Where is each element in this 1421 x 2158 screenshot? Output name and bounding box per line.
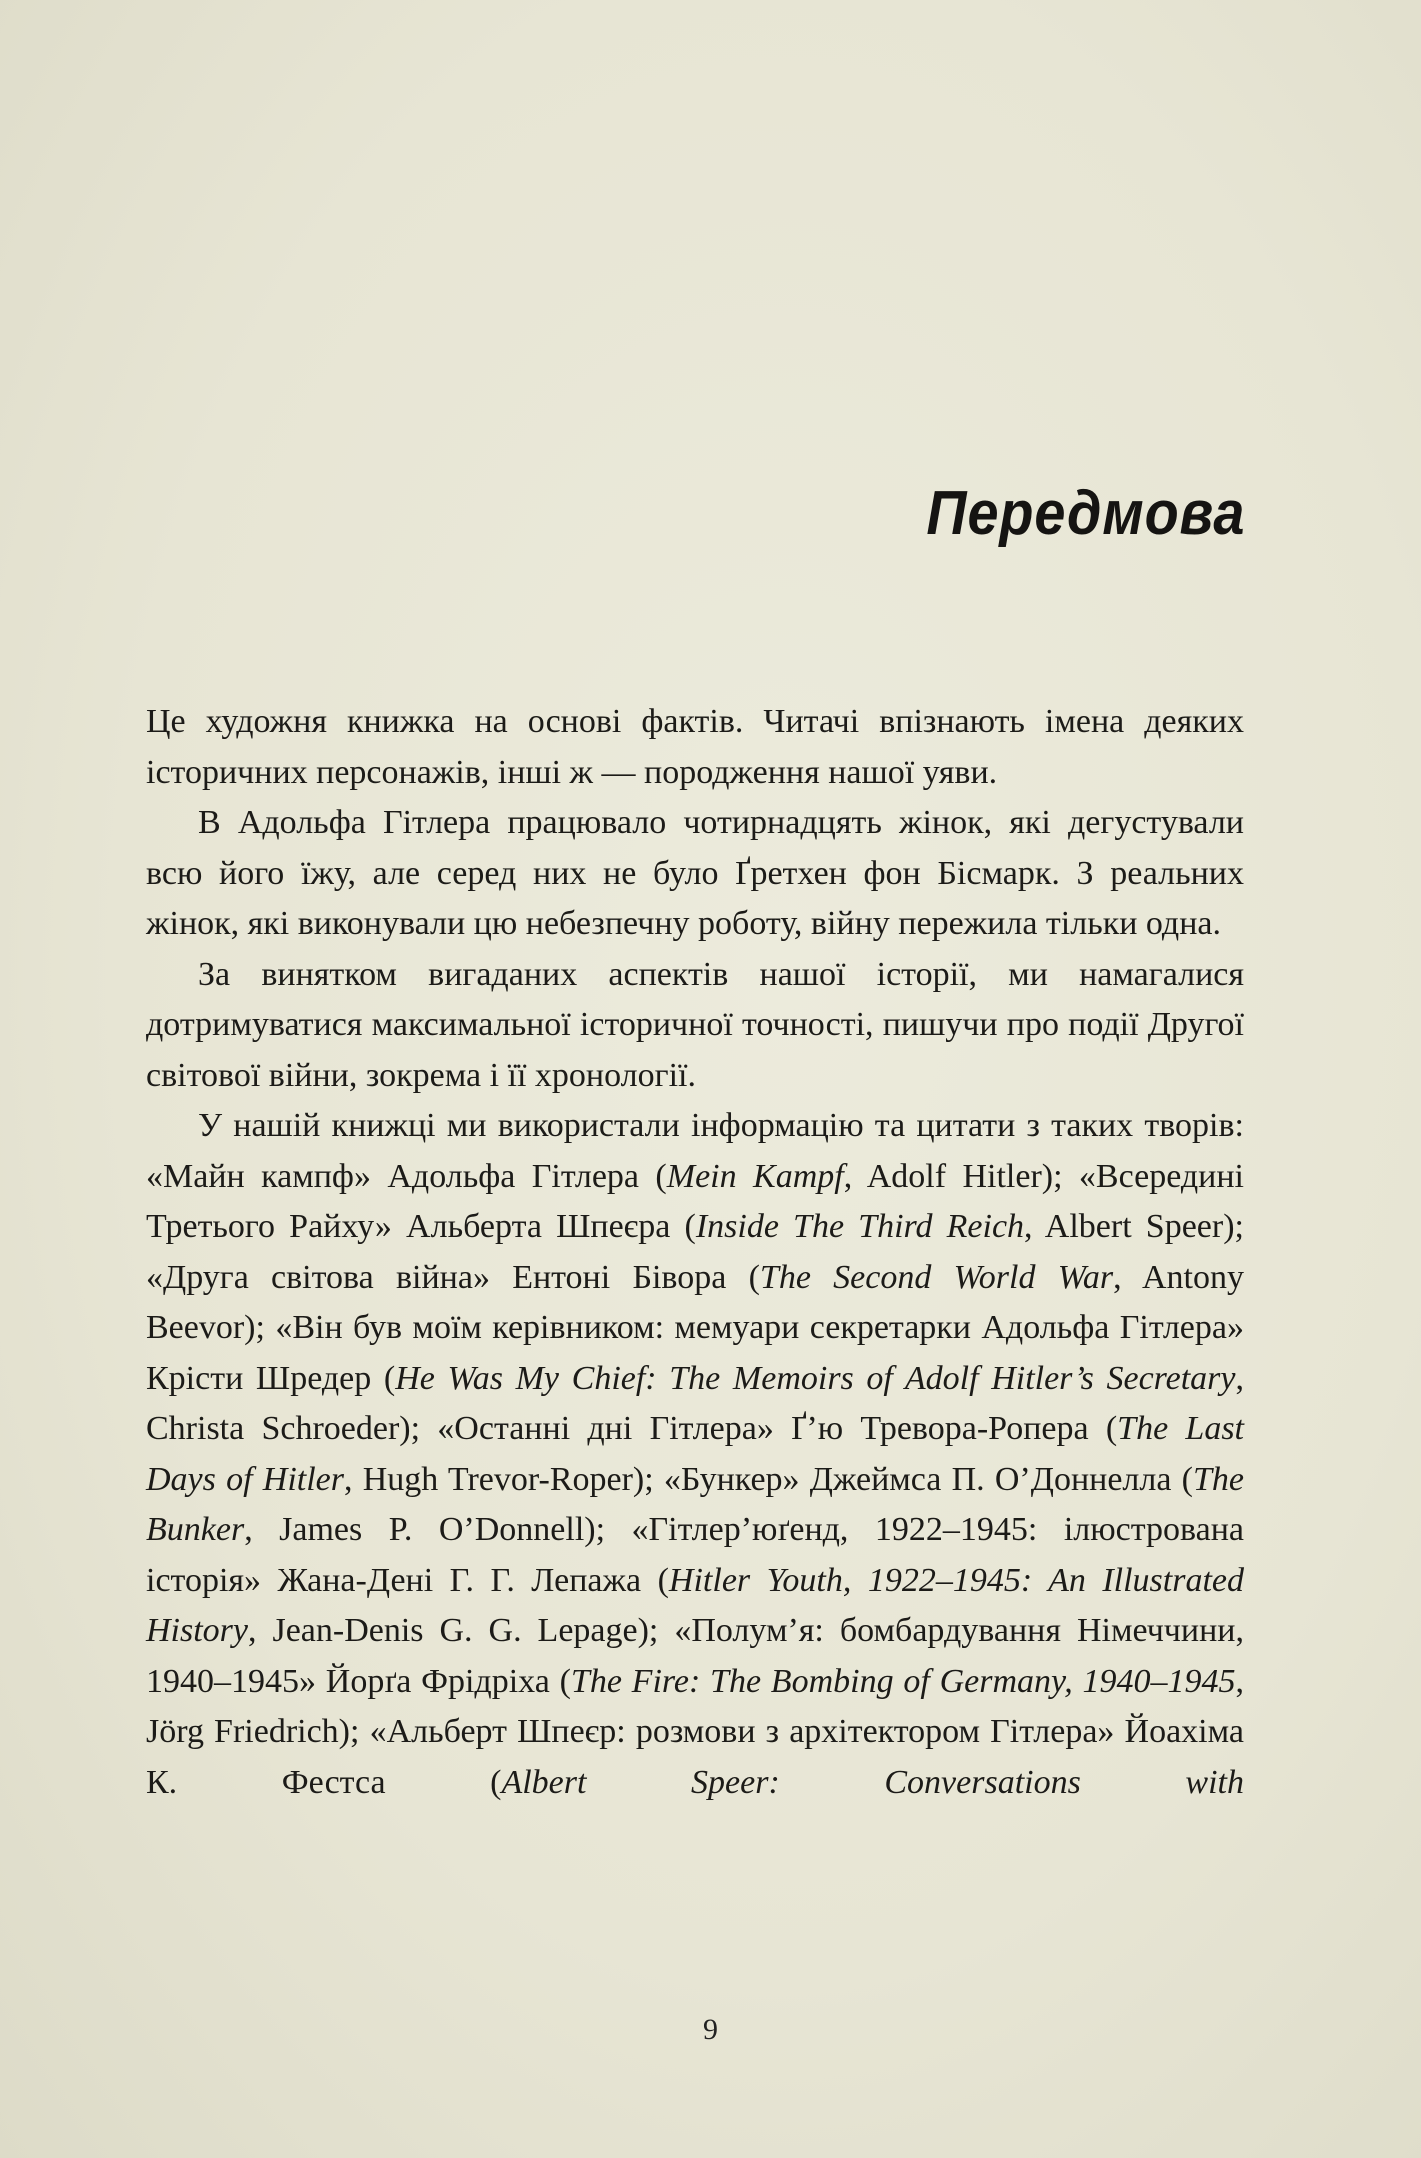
body-text <box>146 697 1244 1808</box>
chapter-heading: Передмова <box>926 479 1245 548</box>
p4-title-last-days: The Last Days of Hitler <box>146 1410 1245 1498</box>
p4-title-hitler-youth: Hitler Youth, 1922–1945: An Illustrated History <box>146 1561 1244 1649</box>
p4-seg: , Christa Schroeder); «Останні дні Гітлера» Ґ’ю Тревора-Ропера ( <box>146 1359 1244 1447</box>
p4-seg: , James P. O’Donnell); «Гітлер’юґенд, 1922–1945: ілюстрована історія» Жана-Дені Г. Г. Лепажа ( <box>146 1511 1244 1599</box>
p4-seg: , Antony Beevor); «Він був моїм керівником: мемуари секретарки Адольфа Гітлера» Крісти Шредер ( <box>146 1258 1245 1397</box>
p4-title-second-world-war: The Second World War <box>759 1258 1114 1296</box>
p4-seg: , Jörg Friedrich); «Альберт Шпеєр: розмови з архітектором Гітлера» Йоахіма К. Фестса ( <box>146 1662 1244 1801</box>
paragraph-2: В Адольфа Гітлера працювало чотирнадцять жінок, які дегустували всю його їжу, але серед них не було Ґретхен фон Бісмарк. З реальних жінок, які виконували цю небезпечну роботу, війну пережила тільки одна. <box>146 804 1244 942</box>
p4-seg: , Albert Speer); «Друга світова війна» Ентоні Бівора ( <box>146 1208 1244 1296</box>
paragraph-3: За винятком вигаданих аспектів нашої історії, ми намагалися дотримуватися максимальної історичної точності, пишучи про події Другої світової війни, зокрема і її хронології. <box>146 955 1244 1094</box>
p4-title-the-fire: The Fire: The Bombing of Germany, 1940–1945 <box>570 1662 1236 1700</box>
p4-title-bunker: The Bunker <box>146 1460 1244 1548</box>
paragraph-1: Це художня книжка на основі фактів. Читачі впізнають імена деяких історичних персонажів, інші ж — породження нашої уяви. <box>146 703 1244 791</box>
p4-title-inside-third-reich: Inside The Third Reich <box>695 1208 1025 1245</box>
p4-title-mein-kampf: Mein Kampf <box>666 1157 844 1195</box>
p4-seg: , Hugh Trevor-Roper); «Бункер» Джеймса П. О’Доннелла ( <box>343 1460 1193 1498</box>
p4-title-he-was-my-chief: He Was My Chief: The Memoirs of Adolf Hitler’s Secretary <box>395 1359 1236 1397</box>
paragraph-4 <box>146 1101 1244 1808</box>
p4-title-albert-speer: Albert Speer: Conversations with <box>501 1763 1244 1801</box>
p4-seg: , Adolf Hitler); «Всередині Третього Райху» Альберта Шпеєра ( <box>146 1157 1244 1245</box>
p4-seg: , Jean-Denis G. G. Lepage); «Полум’я: бомбардування Німеччини, 1940–1945» Йорґа Фрідріха ( <box>146 1612 1244 1700</box>
p4-seg: У нашій книжці ми використали інформацію та цитати з таких творів: «Майн кампф» Адольфа Гітлера ( <box>146 1107 1244 1195</box>
page-number: 9 <box>703 2013 718 2046</box>
